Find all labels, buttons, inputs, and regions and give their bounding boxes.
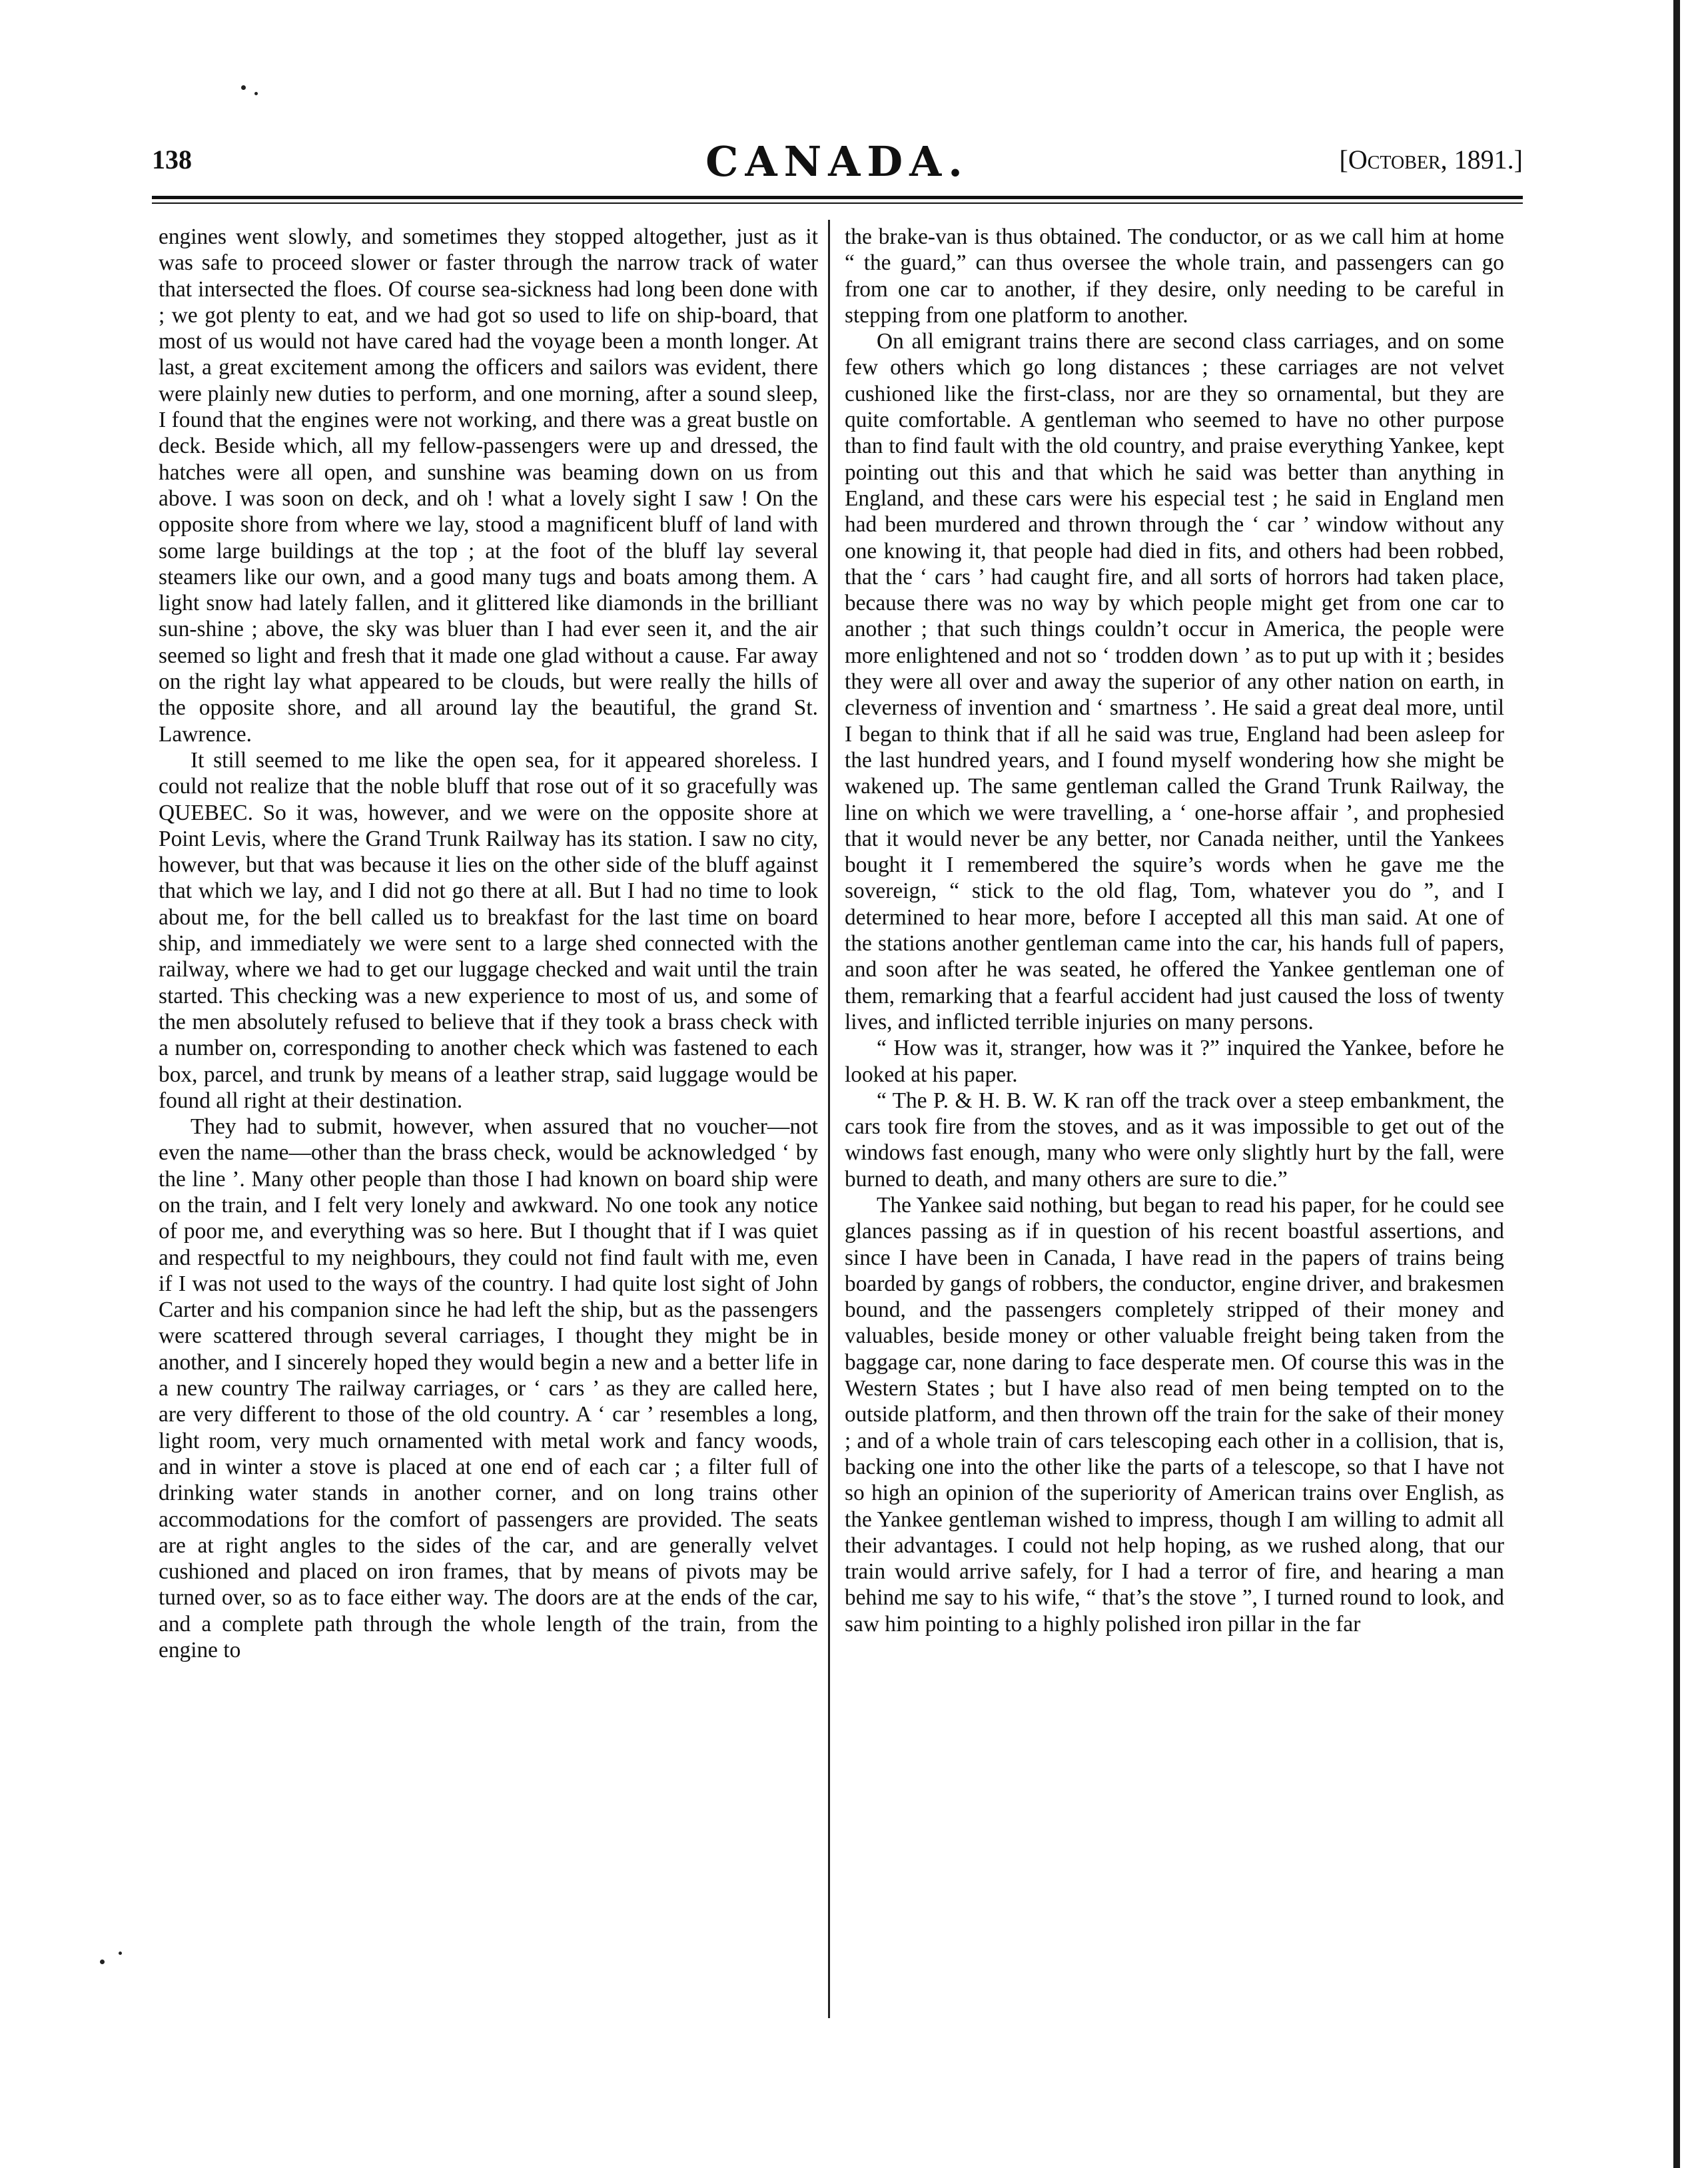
masthead-title: CANADA. bbox=[705, 137, 969, 186]
page-header bbox=[152, 139, 1523, 192]
issue-date bbox=[1340, 144, 1523, 175]
paragraph: engines went slowly, and sometimes they stopped altogether, just as it was safe to proceed slower or faster through the narrow track of water that intersected the floes. Of course sea-sickness had long been done with ; we got plenty to eat, and we had got so used to life on ship-board, that most of us would not have cared had the voyage been a month longer. At last, a great excitement among the officers and sailors was evident, there were plainly new duties to perform, and one morning, after a sound sleep, I found that the engines were not working, and there was a great bustle on deck. Beside which, all my fellow-passengers were up and dressed, the hatches were all open, and sunshine was beaming down on us from above. I was soon on deck, and oh ! what a lovely sight I saw ! On the opposite shore from where we lay, stood a magnificent bluff of land with some large buildings at the top ; at the foot of the bluff lay several steamers like our own, and a good many tugs and boats among them. A light snow had lately fallen, and it glittered like diamonds in the brilliant sun-shine ; above, the sky was bluer than I had ever seen it, and the air seemed so light and fresh that it made one glad without a cause. Far away on the right lay what appeared to be clouds, but were really the hills of the opposite shore, and all around lay the beautiful, the grand St. Lawrence. bbox=[159, 224, 818, 747]
paragraph: the brake-van is thus obtained. The conductor, or as we call him at home “ the guard,” can thus oversee the whole train, and passengers can go from one car to another, if they desire, only needing to be careful in stepping from one platform to another. bbox=[845, 224, 1504, 328]
page-number: 138 bbox=[152, 145, 192, 175]
paragraph: It still seemed to me like the open sea, for it appeared shoreless. I could not realize that the noble bluff that rose out of it so gracefully was QUEBEC. So it was, however, and we were on the opposite shore at Point Levis, where the Grand Trunk Railway has its station. I saw no city, however, but that was because it lies on the other side of the bluff against that which we lay, and I did not go there at all. But I had no time to look about me, for the bell called us to breakfast for the last time on board ship, and immediately we were sent to a large shed connected with the railway, where we had to get our luggage checked and wait until the train started. This checking was a new experience to most of us, and some of the men absolutely refused to believe that if they took a brass check with a number on, corresponding to another check which was fastened to each box, parcel, and trunk by means of a leather strap, said luggage would be found all right at their destination. bbox=[159, 747, 818, 1113]
paragraph: They had to submit, however, when assured that no voucher—not even the name—other than the brass check, would be acknowledged ‘ by the line ’. Many other people than those I had known on board ship were on the train, and I felt very lonely and awkward. No one took any notice of poor me, and everything was so here. But I thought that if I was quiet and respectful to my neighbours, they could not find fault with me, even if I was not used to the ways of the country. I had quite lost sight of John Carter and his companion since he had left the ship, but as the passengers were scattered through several carriages, I thought they might be in another, and I sincerely hoped they would begin a new and a better life in a new country The railway carriages, or ‘ cars ’ as they are called here, are very different to those of the old country. A ‘ car ’ resembles a long, light room, very much ornamented with metal work and fancy woods, and in winter a stove is placed at one end of each car ; a filter full of drinking water stands in another corner, and on long trains other accommodations for the comfort of passengers are provided. The seats are at right angles to the sides of the car, and are generally velvet cushioned and placed on iron frames, that by means of pivots may be turned over, so as to face either way. The doors are at the ends of the car, and a complete path through the whole length of the train, from the engine to bbox=[159, 1114, 818, 1663]
print-speck bbox=[100, 1960, 105, 1964]
paragraph: On all emigrant trains there are second class carriages, and on some few others which go long distances ; these carriages are not velvet cushioned like the first-class, nor are they so ornamental, but they are quite comfortable. A gentleman who seemed to have no other purpose than to find fault with the old country, and praise everything Yankee, kept pointing out this and that which he said was better than anything in England, and these cars were his especial test ; he said in England men had been murdered and thrown through the ‘ car ’ window without any one knowing it, that people had died in fits, and others had been robbed, that the ‘ cars ’ had caught fire, and all sorts of horrors had taken place, because there was no way by which people might get from one car to another ; that such things couldn’t occur in America, the people were more enlightened and not so ‘ trodden down ’ as to put up with it ; besides they were all over and away the superior of any other nation on earth, in cleverness of invention and ‘ smartness ’. He said a great deal more, until I began to think that if all he said was true, England had been asleep for the last hundred years, and I found myself wondering how she might be wakened up. The same gentleman called the Grand Trunk Railway, the line on which we were travelling, a ‘ one-horse affair ’, and prophesied that it would never be any better, nor Canada neither, until the Yankees bought it I remembered the squire’s words when he gave me the sovereign, “ stick to the old flag, Tom, whatever you do ”, and I determined to hear more, before I accepted all this man said. At one of the stations another gentleman came into the car, his hands full of papers, and soon after he was seated, he offered the Yankee gentleman one of them, remarking that a fearful accident had just caused the loss of twenty lives, and inflicted terrible injuries on many persons. bbox=[845, 329, 1504, 1034]
print-speck bbox=[241, 85, 246, 90]
print-speck bbox=[119, 1952, 122, 1955]
right-column bbox=[845, 224, 1504, 1637]
paragraph: “ The P. & H. B. W. K ran off the track over a steep embankment, the cars took fire from the stoves, and as it was impossible to get out of the windows fast enough, many who were only slightly hurt by the fall, were burned to death, and many others are sure to die.” bbox=[845, 1088, 1504, 1192]
paragraph: “ How was it, stranger, how was it ?” inquired the Yankee, before he looked at his paper. bbox=[845, 1036, 1504, 1087]
left-column bbox=[159, 224, 818, 1663]
page-edge-rule bbox=[1673, 0, 1680, 2168]
issue-date-open: [ bbox=[1339, 145, 1348, 175]
issue-date-rest: , 1891.] bbox=[1440, 145, 1523, 175]
paragraph: The Yankee said nothing, but began to read his paper, for he could see glances passing as if in question of his recent boastful assertions, and since I have been in Canada, I have read in the papers of trains being boarded by gangs of robbers, the conductor, engine driver, and brakesmen bound, and the passengers completely stripped of their money and valuables, beside money or other valuable freight being taken from the baggage car, none daring to face desperate men. Of course this was in the Western States ; but I have also read of men being tempted on to the outside platform, and then thrown off the train for the sake of their money ; and of a whole train of cars telescoping each other in a collision, that is, backing one into the other like the parts of a telescope, so that I have not so high an opinion of the superiority of American trains over English, as the Yankee gentleman wished to impress, though I am willing to admit all their advantages. I could not help hoping, as we rushed along, that our train would arrive safely, for I had a terror of fire, and hearing a man behind me say to his wife, “ that’s the stove ”, I turned round to look, and saw him pointing to a highly polished iron pillar in the far bbox=[845, 1192, 1504, 1636]
header-rule-thick bbox=[152, 196, 1523, 199]
column-rule bbox=[828, 220, 830, 2018]
print-speck bbox=[254, 92, 258, 95]
issue-date-month: October bbox=[1348, 145, 1441, 175]
header-rule-thin bbox=[152, 202, 1523, 204]
